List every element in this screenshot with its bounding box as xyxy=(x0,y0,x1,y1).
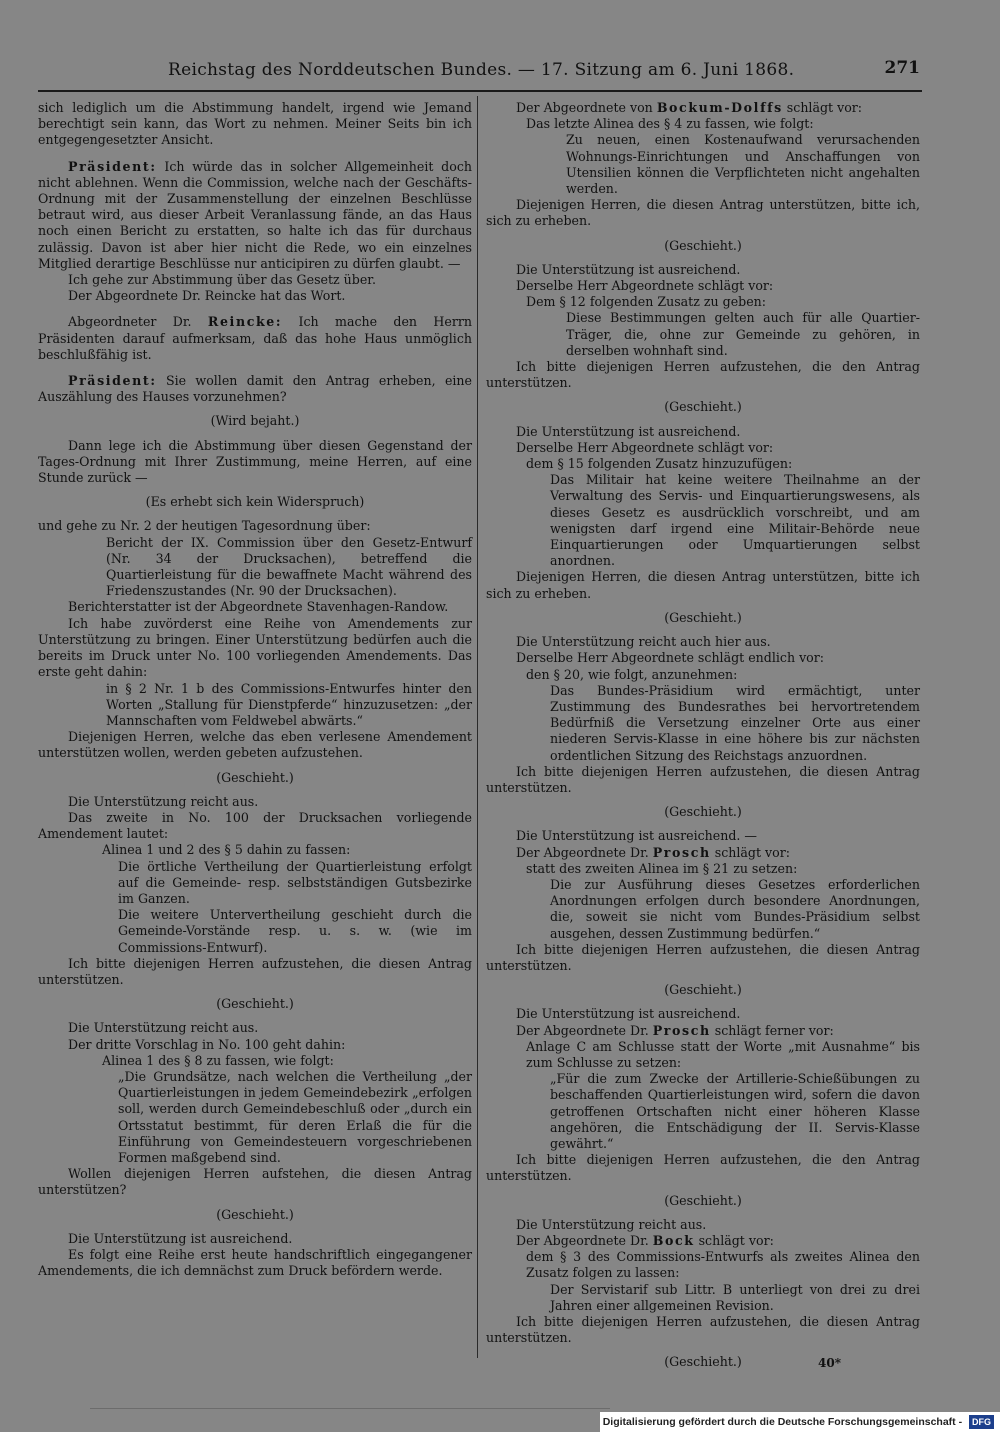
speaker-name: Bockum-Dolffs xyxy=(656,100,783,115)
paragraph: „Für die zum Zwecke der Artillerie-Schießübungen zu beschaffenden Quartierleistungen wird, sofern die davon getroffenen Ortschaften nicht einer höheren Klasse angehören, die Entschädigung der II. Servis-Klasse gewährt.“ xyxy=(550,1071,920,1151)
paragraph: Der Abgeordnete Dr. Reincke hat das Wort. xyxy=(68,288,346,304)
paragraph: Derselbe Herr Abgeordnete schlägt vor: xyxy=(516,439,774,455)
paragraph: Der Servistarif sub Littr. B unterliegt von drei zu drei Jahren einer allgemeinen Revision. xyxy=(550,1281,920,1313)
paragraph: Die örtliche Vertheilung der Quartierleistung erfolgt auf die Gemeinde- resp. selbstständigen Gutsbezirke im Ganzen. xyxy=(118,858,472,906)
paragraph: Der dritte Vorschlag in No. 100 geht dahin: xyxy=(68,1036,346,1052)
stage-direction: (Es erhebt sich kein Widerspruch) xyxy=(145,494,365,510)
paragraph-text: schlägt vor: xyxy=(694,1233,774,1248)
paragraph-text: schlägt vor: xyxy=(710,844,791,860)
paragraph-gap xyxy=(38,149,472,159)
speaker-name: Reincke: xyxy=(207,314,283,330)
paragraph-gap xyxy=(38,363,472,373)
stage-direction: (Geschieht.) xyxy=(216,769,294,785)
paragraph: Derselbe Herr Abgeordnete schlägt vor: xyxy=(516,278,774,294)
column-divider xyxy=(477,96,478,1358)
speaker-name: Präsident: xyxy=(68,373,157,389)
speaker-name: Präsident: xyxy=(68,158,157,174)
paragraph: Ich bitte diejenigen Herren aufzustehen, die diesen Antrag unterstützen. xyxy=(486,763,920,795)
paragraph: Dann lege ich die Abstimmung über diesen Gegenstand der Tages-Ordnung mit Ihrer Zustimmung, meine Herren, auf eine Stunde zurück — xyxy=(38,437,472,486)
paragraph-text: Der Abgeordnete von xyxy=(516,100,657,115)
paragraph: dem § 15 folgenden Zusatz hinzuzufügen: xyxy=(526,456,793,472)
paragraph: Diese Bestimmungen gelten auch für alle Quartier-Träger, die, ohne zur Gemeinde zu gehören, in derselben wohnhaft sind. xyxy=(566,310,920,358)
paragraph xyxy=(486,1233,920,1249)
paragraph: Die Unterstützung reicht aus. xyxy=(516,1216,707,1232)
paragraph xyxy=(38,314,472,363)
paragraph: Alinea 1 des § 8 zu fassen, wie folgt: xyxy=(102,1052,334,1068)
stage-direction: (Geschieht.) xyxy=(216,1206,294,1222)
paragraph: Die Unterstützung reicht aus. xyxy=(68,793,259,809)
speaker-name: Prosch xyxy=(652,844,711,860)
stage-direction: (Geschieht.) xyxy=(216,996,294,1012)
paragraph: Zu neuen, einen Kostenaufwand verursachenden Wohnungs-Einrichtungen und Anschaffungen von Utensilien können die Verpflichteten nicht angehalten werden. xyxy=(566,132,920,197)
paragraph: Ich bitte diejenigen Herren aufzustehen, die diesen Antrag unterstützen. xyxy=(486,941,920,973)
paragraph-text: schlägt vor: xyxy=(782,100,863,115)
bottom-rule xyxy=(90,1408,610,1409)
paragraph: Die Unterstützung ist ausreichend. xyxy=(516,261,741,277)
paragraph: Berichterstatter ist der Abgeordnete Stavenhagen-Randow. xyxy=(68,599,449,615)
paragraph-text: Der Abgeordnete Dr. xyxy=(516,1022,653,1038)
stage-direction: (Geschieht.) xyxy=(664,1192,742,1208)
dfg-logo: DFG xyxy=(969,1415,994,1429)
digitization-credit xyxy=(600,1412,1000,1432)
stage-direction: (Geschieht.) xyxy=(664,804,742,820)
stage-direction: (Geschieht.) xyxy=(664,399,742,415)
signature-mark: 40* xyxy=(818,1356,841,1370)
paragraph: Wollen diejenigen Herren aufstehen, die diesen Antrag unterstützen? xyxy=(38,1166,472,1198)
paragraph: Die weitere Untervertheilung geschieht durch die Gemeinde-Vorstände resp. u. s. w. (wie im Commissions-Entwurf). xyxy=(118,907,472,955)
paragraph: Die Unterstützung reicht auch hier aus. xyxy=(516,634,771,650)
paragraph: sich lediglich um die Abstimmung handelt, irgend wie Jemand berechtigt sein kann, das Wort zu nehmen. Meiner Seits bin ich entgegengesetzter Ansicht. xyxy=(38,100,472,148)
speaker-name: Prosch xyxy=(652,1022,711,1038)
stage-direction: (Wird bejaht.) xyxy=(210,413,300,429)
paragraph: Das Bundes-Präsidium wird ermächtigt, unter Zustimmung des Bundesrathes bei hervortretendem Bedürfniß die Versetzung einzelner Orte aus einer niederen Servis-Klasse in eine höhere bis zur nächsten ordentlichen Sitzung des Reichstags anzuordnen. xyxy=(550,682,920,763)
paragraph: Das Militair hat keine weitere Theilnahme an der Verwaltung des Servis- und Einquartierungswesens, als dieses Gesetz es ausdrücklich vorschreibt, und am wenigsten darf irgend eine Militair-Behörde neue Einquartierungen oder Umquartierungen selbst anordnen. xyxy=(550,472,920,569)
paragraph: Diejenigen Herren, die diesen Antrag unterstützen, bitte ich, sich zu erheben. xyxy=(486,197,920,229)
page-header xyxy=(38,56,922,92)
paragraph: Das letzte Alinea des § 4 zu fassen, wie folgt: xyxy=(526,116,814,132)
paragraph xyxy=(38,373,472,405)
paragraph: den § 20, wie folgt, anzunehmen: xyxy=(526,666,738,682)
stage-direction: (Geschieht.) xyxy=(664,1354,742,1370)
running-title: Reichstag des Norddeutschen Bundes. — 17. Sitzung am 6. Juni 1868. xyxy=(168,60,795,80)
left-column xyxy=(38,100,472,1360)
stage-direction: (Geschieht.) xyxy=(664,982,742,998)
paragraph-gap xyxy=(38,304,472,314)
paragraph: Die Unterstützung ist ausreichend. xyxy=(516,1006,741,1022)
paragraph: in § 2 Nr. 1 b des Commissions-Entwurfes hinter den Worten „Stallung für Dienstpferde“ hinzuzusetzen: „der Mannschaften vom Feldwebel abwärts.“ xyxy=(106,680,472,728)
paragraph xyxy=(486,100,920,116)
paragraph: Es folgt eine Reihe erst heute handschriftlich eingegangener Amendements, die ich demnächst zum Druck befördern werde. xyxy=(38,1247,472,1279)
credit-text: Digitalisierung gefördert durch die Deutsche Forschungsgemeinschaft - xyxy=(602,1416,963,1428)
paragraph: Die Unterstützung ist ausreichend. — xyxy=(516,828,757,844)
paragraph-text: Sie wollen damit den Antrag erheben, eine Auszählung des Hauses vorzunehmen? xyxy=(38,373,472,405)
paragraph: Ich gehe zur Abstimmung über das Gesetz über. xyxy=(68,272,376,288)
paragraph: „Die Grundsätze, nach welchen die Vertheilung „der Quartierleistungen in jedem Gemeindebezirk „erfolgen soll, werden durch Gemeindebeschluß oder „durch ein Ortsstatut bestimmt, für deren Erlaß die für die Einführung von Gemeindesteuern vorgeschriebenen Formen maßgebend sind. xyxy=(118,1068,472,1165)
paragraph-text: Der Abgeordnete Dr. xyxy=(516,1233,653,1248)
paragraph-text: Abgeordneter Dr. xyxy=(68,314,208,330)
paragraph: Die Unterstützung ist ausreichend. xyxy=(516,423,741,439)
paragraph: Diejenigen Herren, welche das eben verlesene Amendement unterstützen wollen, werden gebeten aufzustehen. xyxy=(38,729,472,761)
paragraph: Die Unterstützung ist ausreichend. xyxy=(68,1230,293,1246)
paragraph: Das zweite in No. 100 der Drucksachen vorliegende Amendement lautet: xyxy=(38,809,472,842)
paragraph-text: Der Abgeordnete Dr. xyxy=(516,844,653,860)
paragraph-text: Ich mache den Herrn Präsidenten darauf aufmerksam, daß das hohe Haus unmöglich beschlußfähig ist. xyxy=(38,314,472,362)
paragraph xyxy=(486,845,920,861)
paragraph: dem § 3 des Commissions-Entwurfs als zweites Alinea den Zusatz folgen zu lassen: xyxy=(526,1249,920,1281)
stage-direction: (Geschieht.) xyxy=(664,237,742,253)
paragraph: Ich bitte diejenigen Herren aufzustehen, die diesen Antrag unterstützen. xyxy=(486,1314,920,1346)
page-number: 271 xyxy=(884,58,920,78)
paragraph: Bericht der IX. Commission über den Gesetz-Entwurf (Nr. 34 der Drucksachen), betreffend die Quartierleistung für die bewaffnete Macht während des Friedenszustandes (Nr. 90 der Drucksachen). xyxy=(106,534,472,599)
paragraph: Diejenigen Herren, die diesen Antrag unterstützen, bitte ich sich zu erheben. xyxy=(486,569,920,601)
paragraph xyxy=(486,1023,920,1039)
paragraph: Ich bitte diejenigen Herren aufzustehen, die den Antrag unterstützen. xyxy=(486,1152,920,1184)
paragraph: Alinea 1 und 2 des § 5 dahin zu fassen: xyxy=(102,842,351,858)
paragraph-text: schlägt ferner vor: xyxy=(710,1022,834,1038)
paragraph: Dem § 12 folgenden Zusatz zu geben: xyxy=(526,294,767,310)
paragraph: Ich bitte diejenigen Herren aufzustehen, die diesen Antrag unterstützen. xyxy=(38,955,472,987)
paragraph: und gehe zu Nr. 2 der heutigen Tagesordnung über: xyxy=(38,518,371,534)
paragraph: statt des zweiten Alinea im § 21 zu setzen: xyxy=(526,860,798,876)
paragraph xyxy=(38,159,472,272)
stage-direction: (Geschieht.) xyxy=(664,609,742,625)
speaker-name: Bock xyxy=(652,1233,695,1248)
paragraph-text: Ich würde das in solcher Allgemeinheit doch nicht ablehnen. Wenn die Commission, welche nach der Geschäfts-Ordnung mit der Zusammenstellung der einzelnen Beschlüsse betraut wird, aus dieser Arbeit Veranlassung fände, an das Haus noch einen Bericht zu erstatten, so halte ich das für durchaus zulässig. Davon ist aber hier nicht die Rede, wo ein einzelnes Mitglied derartige Beschlüsse nur anticipiren zu dürfen glaubt. — xyxy=(38,158,472,271)
paragraph: Ich habe zuvörderst eine Reihe von Amendements zur Unterstützung zu bringen. Einer Unterstützung bedürfen auch die bereits im Druck unter No. 100 vorliegenden Amendements. Das erste geht dahin: xyxy=(38,615,472,680)
paragraph: Die Unterstützung reicht aus. xyxy=(68,1020,259,1036)
paragraph: Die zur Ausführung dieses Gesetzes erforderlichen Anordnungen erfolgen durch besondere Anordnungen, die, soweit sie nicht vom Bundes-Präsidium selbst ausgehen, dessen Zustimmung bedürfen.“ xyxy=(550,876,920,941)
paragraph: Ich bitte diejenigen Herren aufzustehen, die den Antrag unterstützen. xyxy=(486,359,920,391)
paragraph: Anlage C am Schlusse statt der Worte „mit Ausnahme“ bis zum Schlusse zu setzen: xyxy=(526,1038,920,1070)
paragraph: Derselbe Herr Abgeordnete schlägt endlich vor: xyxy=(516,650,825,666)
